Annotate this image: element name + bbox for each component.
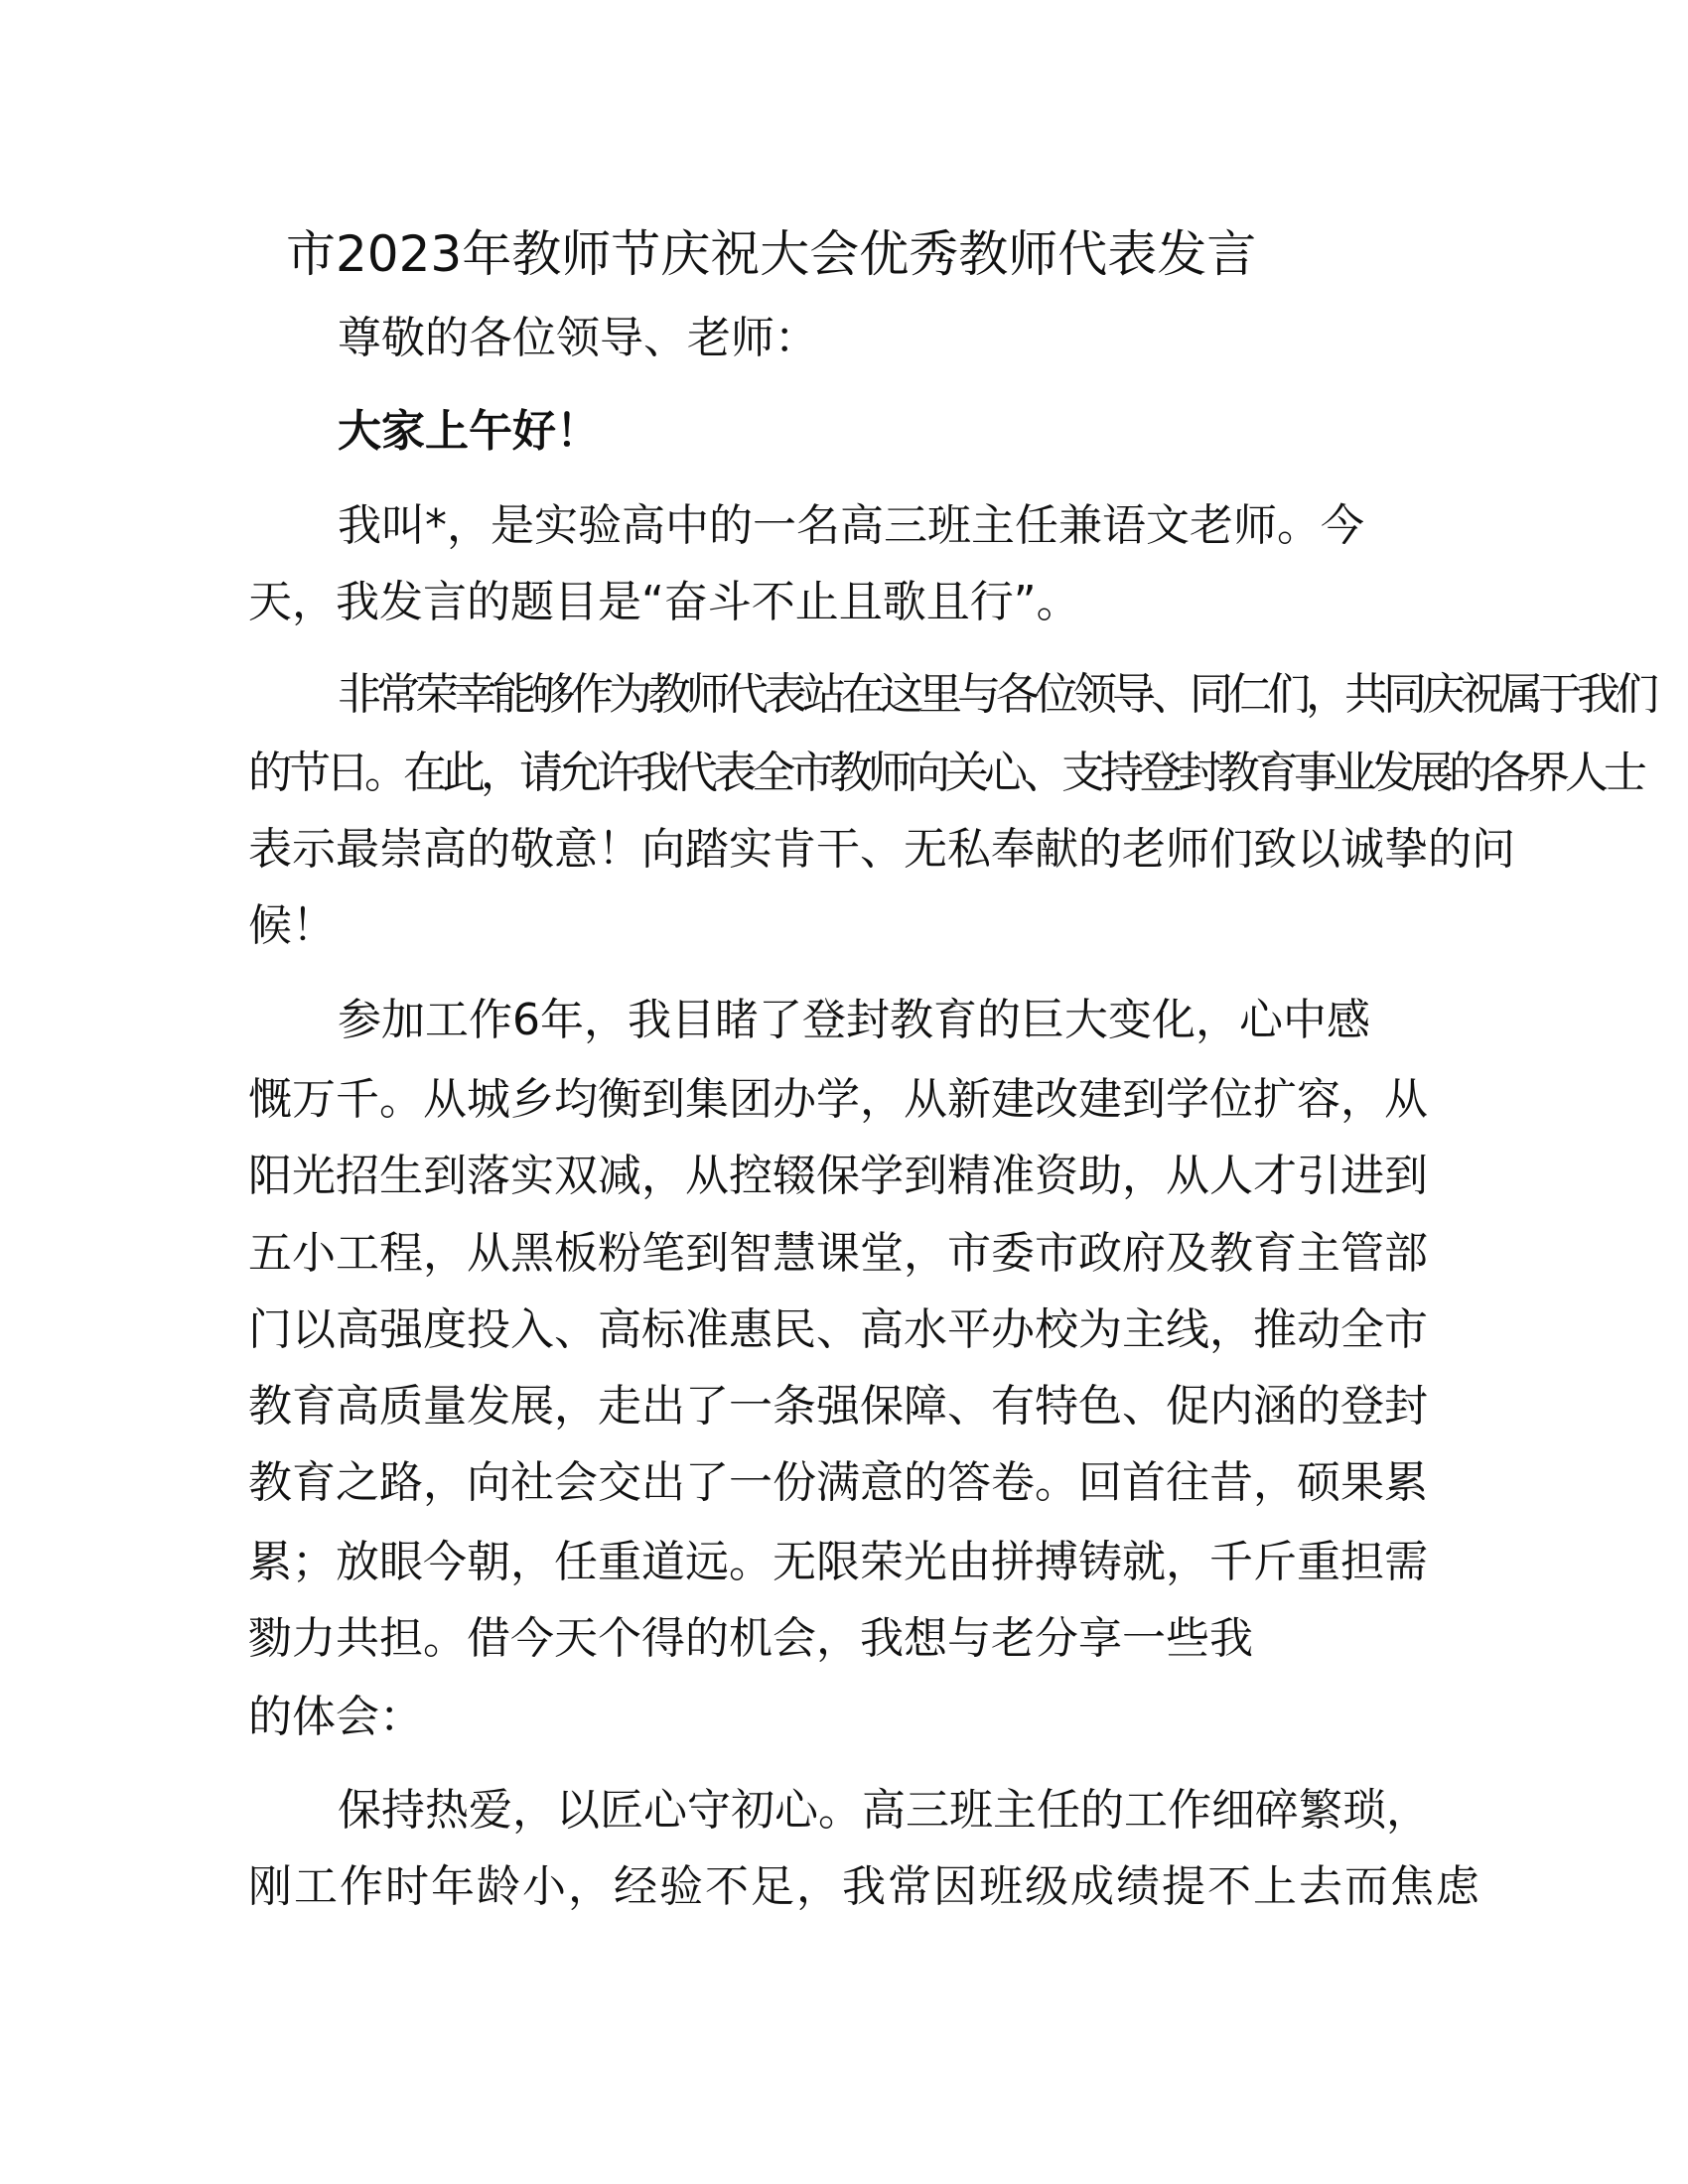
paragraph-line: 五小工程，从黑板粉笔到智慧课堂，市委市政府及教育主管部 <box>248 1228 1428 1279</box>
paragraph-line: 阳光招生到落实双减，从控辍保学到精准资助，从人才引进到 <box>248 1151 1428 1201</box>
paragraph-line: 保持热爱，以匠心守初心。高三班主任的工作细碎繁琐， <box>338 1785 1430 1836</box>
salutation: 尊敬的各位领导、老师： <box>338 313 818 363</box>
paragraph-line: 非常荣幸能够作为教师代表站在这里与各位领导、同仁们，共同庆祝属于我们 <box>338 669 1654 720</box>
paragraph-line: 天，我发言的题目是“奋斗不止且歌且行”。 <box>248 577 1080 627</box>
paragraph-line: 刚工作时年龄小，经验不足，我常因班级成绩提不上去而焦虑 <box>248 1861 1481 1912</box>
paragraph-line: 候！ <box>248 900 336 951</box>
document-title: 市2023年教师节庆祝大会优秀教师代表发言 <box>286 225 1257 283</box>
paragraph-line: 勠力共担。借今天个得的机会，我想与老分享一些我 <box>248 1613 1253 1664</box>
paragraph-line: 门以高强度投入、高标准惠民、高水平办校为主线，推动全市 <box>248 1304 1428 1355</box>
paragraph-line: 教育高质量发展，走出了一条强保障、有特色、促内涵的登封 <box>248 1381 1428 1432</box>
paragraph-line: 教育之路，向社会交出了一份满意的答卷。回首往昔，硕果累 <box>248 1457 1428 1508</box>
paragraph-line: 表示最崇高的敬意！向踏实肯干、无私奉献的老师们致以诚挚的问 <box>248 824 1515 875</box>
paragraph-line: 我叫*，是实验高中的一名高三班主任兼语文老师。今 <box>338 500 1364 551</box>
greeting: 大家上午好！ <box>338 406 600 457</box>
paragraph-line: 的体会： <box>248 1692 423 1742</box>
paragraph-line: 慨万千。从城乡均衡到集团办学，从新建改建到学位扩容，从 <box>248 1074 1428 1125</box>
paragraph-line: 参加工作6年，我目睹了登封教育的巨大变化，心中感 <box>338 995 1370 1045</box>
paragraph-line: 累；放眼今朝，任重道远。无限荣光由拼搏铸就，千斤重担需 <box>248 1537 1428 1587</box>
paragraph-line: 的节日。在此，请允许我代表全市教师向关心、支持登封教育事业发展的各界人士 <box>248 748 1642 798</box>
